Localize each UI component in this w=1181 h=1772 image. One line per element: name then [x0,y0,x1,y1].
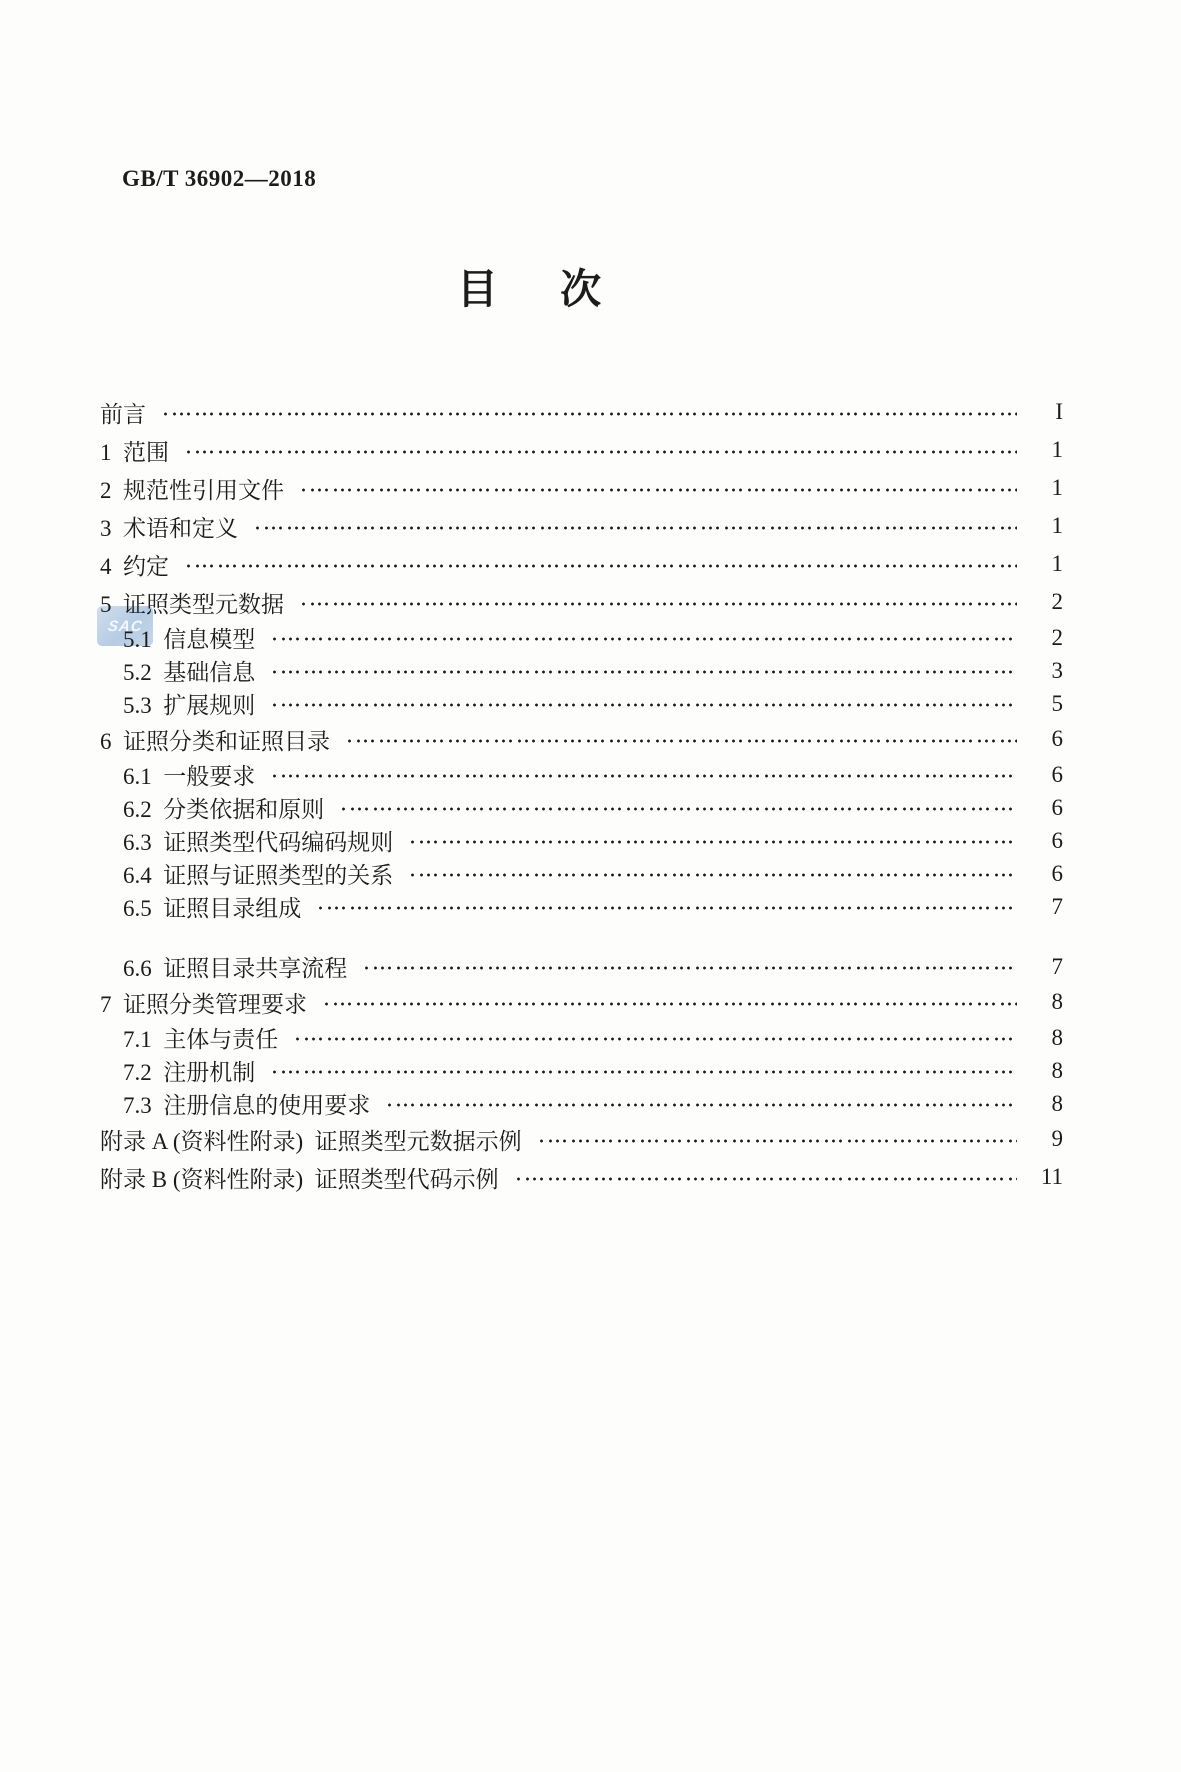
toc-entry [100,983,1063,1021]
dot-leader [514,1172,1017,1186]
toc-page-number: 1 [1051,475,1063,500]
toc-page-number: 6 [1051,827,1063,853]
toc-entry-text: 2 规范性引用文件 [100,477,284,503]
toc-entry-text: 6.6 证照目录共享流程 [123,956,348,981]
toc-entry [100,393,1063,431]
toc-entry [100,857,1063,890]
dot-leader [184,445,1017,459]
toc-entry [100,545,1063,583]
toc-page-number: 6 [1051,860,1063,886]
toc-entry-text: 附录 A (资料性附录) 证照类型元数据示例 [100,1128,522,1154]
toc-entry-text: 5 证照类型元数据 [100,591,284,617]
dot-leader [408,868,1017,882]
toc-entry [100,583,1063,621]
toc-page-number: 1 [1051,513,1063,538]
toc-entry [100,1021,1063,1054]
toc-page-number: 7 [1051,893,1063,919]
dot-leader [299,597,1017,611]
dot-leader [537,1134,1017,1148]
toc-entry [100,621,1063,654]
dot-leader [270,632,1017,646]
toc-page-number: 7 [1051,953,1063,979]
toc-page-number: I [1055,399,1063,424]
toc-page-number: 2 [1051,624,1063,650]
toc-entry-text: 附录 B (资料性附录) 证照类型代码示例 [100,1166,499,1192]
toc-entry-text: 5.3 扩展规则 [123,693,256,718]
toc-entry [100,654,1063,687]
dot-leader [270,665,1017,679]
sac-watermark-text: SAC [106,617,144,635]
toc-page-number: 11 [1040,1164,1063,1189]
page-title: 目 次 [456,266,602,312]
toc-entry-text: 3 术语和定义 [100,515,238,541]
toc-entry-text: 5.1 信息模型 [123,627,256,652]
toc-page-number: 3 [1051,657,1063,683]
toc-page-number: 8 [1051,1057,1063,1083]
toc-entry-text: 前言 [100,401,146,427]
dot-leader [362,961,1017,975]
dot-leader [184,559,1017,573]
toc-entry [100,1158,1063,1196]
toc-page-number: 8 [1051,1090,1063,1116]
toc-entry-text: 6.1 一般要求 [123,764,256,789]
dot-leader [322,997,1017,1011]
toc-entry [100,791,1063,824]
dot-leader [293,1032,1017,1046]
toc-entry [100,1054,1063,1087]
toc-entry [100,431,1063,469]
dot-leader [339,802,1017,816]
dot-leader [161,407,1017,421]
table-of-contents [100,393,1063,1196]
toc-entry-text: 6.2 分类依据和原则 [123,797,325,822]
toc-page-number: 2 [1051,589,1063,614]
toc-page-number: 1 [1051,437,1063,462]
toc-entry [100,890,1063,923]
toc-page-number: 1 [1051,551,1063,576]
standard-number: GB/T 36902—2018 [122,166,317,191]
toc-entry-text: 5.2 基础信息 [123,660,256,685]
toc-entry-text: 6.4 证照与证照类型的关系 [123,863,394,888]
dot-leader [385,1098,1017,1112]
toc-entry [100,687,1063,720]
toc-page-number: 5 [1051,690,1063,716]
toc-entry [100,1120,1063,1158]
toc-entry [100,720,1063,758]
toc-entry-text: 6 证照分类和证照目录 [100,728,330,754]
dot-leader [408,835,1017,849]
toc-page-number: 6 [1051,794,1063,820]
toc-entry [100,950,1063,983]
toc-entry [100,1087,1063,1120]
dot-leader [253,521,1017,535]
toc-entry-text: 7 证照分类管理要求 [100,991,307,1017]
toc-entry [100,824,1063,857]
toc-entry-text: 6.5 证照目录组成 [123,896,302,921]
dot-leader [316,901,1017,915]
toc-page-number: 9 [1051,1126,1063,1151]
toc-entry-text: 7.1 主体与责任 [123,1027,279,1052]
dot-leader [299,483,1017,497]
dot-leader [270,769,1017,783]
toc-page-number: 8 [1051,1024,1063,1050]
dot-leader [345,734,1017,748]
toc-page-number: 6 [1051,726,1063,751]
toc-entry-text: 7.3 注册信息的使用要求 [123,1093,371,1118]
toc-entry-text: 7.2 注册机制 [123,1060,256,1085]
toc-page-number: 8 [1051,989,1063,1014]
dot-leader [270,698,1017,712]
toc-page-number: 6 [1051,761,1063,787]
toc-entry [100,758,1063,791]
toc-entry-text: 4 约定 [100,553,169,579]
toc-entry [100,507,1063,545]
dot-leader [270,1065,1017,1079]
toc-entry-text: 6.3 证照类型代码编码规则 [123,830,394,855]
toc-entry [100,469,1063,507]
toc-entry-text: 1 范围 [100,439,169,465]
